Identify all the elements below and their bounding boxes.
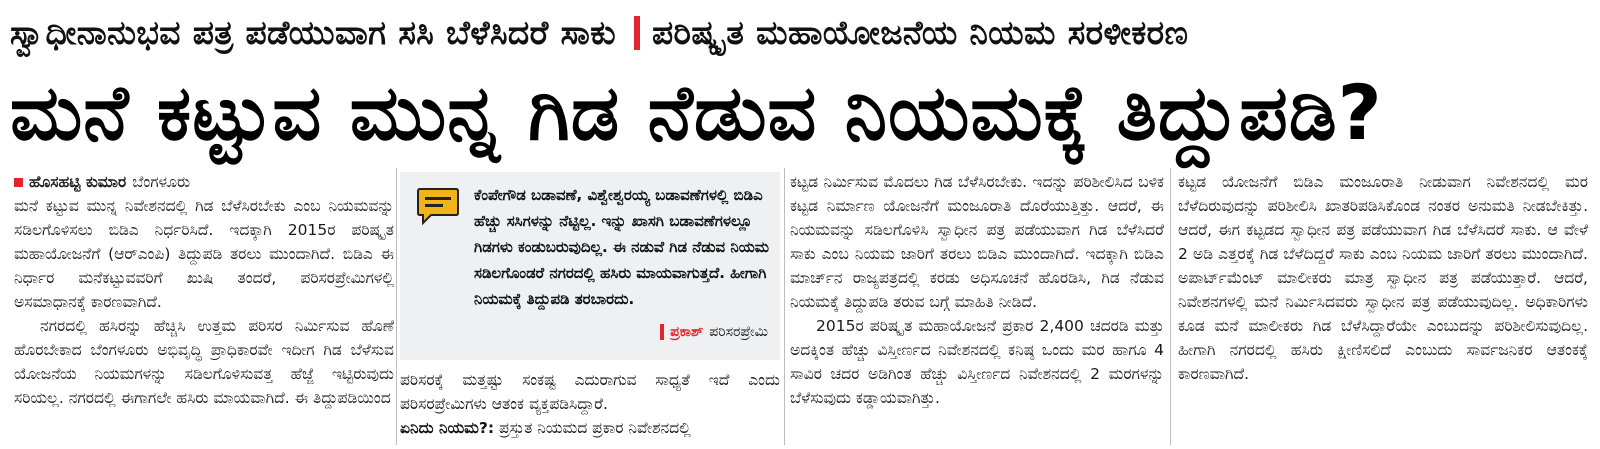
attribution-marker	[660, 324, 664, 340]
subheading-text: ಪ್ರಸ್ತುತ ನಿಯಮದ ಪ್ರಕಾರ ನಿವೇಶನದಲ್ಲಿ	[499, 419, 691, 437]
pull-quote-attribution	[660, 324, 768, 340]
column-divider	[784, 168, 785, 445]
paragraph: ಪರಿಸರಕ್ಕೆ ಮತ್ತಷ್ಟು ಸಂಕಷ್ಟ ಎದುರಾಗುವ ಸಾಧ್ಯತೆ ಇದೆ ಎಂದು ಪರಿಸರಪ್ರೇಮಿಗಳು ಆತಂಕ ವ್ಯಕ್ತಪಡಿಸಿದ್ದಾರೆ.	[400, 371, 780, 413]
subheading: ಏನಿದು ನಿಯಮ?:	[400, 419, 495, 437]
byline-marker	[14, 178, 23, 187]
article-column-4	[1178, 170, 1588, 445]
paragraph: ಮನೆ ಕಟ್ಟುವ ಮುನ್ನ ನಿವೇಶನದಲ್ಲಿ ಗಿಡ ಬೆಳೆಸಿರಬೇಕು ಎಂಬ ನಿಯಮವನ್ನು ಸಡಿಲಗೊಳಿಸಲು ಬಿಡಿಎ ನಿರ್ಧರಿಸಿದೆ. ಇದಕ್ಕಾಗಿ 2015ರ ಪರಿಷ್ಕೃತ ಮಹಾಯೋಜನೆಗೆ (ಆರ್‌ಎಂಪಿ) ತಿದ್ದುಪಡಿ ತರಲು ಮುಂದಾಗಿದೆ. ಬಿಡಿಎ ಈ ನಿರ್ಧಾರ ಮನೆಕಟ್ಟುವವರಿಗೆ ಖುಷಿ ತಂದರೆ, ಪರಿಸರಪ್ರೇಮಿಗಳಲ್ಲಿ ಅಸಮಾಧಾನಕ್ಕೆ ಕಾರಣವಾಗಿದೆ.	[14, 197, 394, 311]
quote-author: ಪ್ರಕಾಶ್	[670, 324, 704, 340]
column-divider	[1170, 168, 1171, 445]
column-divider	[396, 168, 397, 445]
paragraph: ಕಟ್ಟಡ ಯೋಜನೆಗೆ ಬಿಡಿಎ ಮಂಜೂರಾತಿ ನೀಡುವಾಗ ನಿವೇಶನದಲ್ಲಿ ಮರ ಬೆಳೆದಿರುವುದನ್ನು ಪರಿಶೀಲಿಸಿ ಖಾತರಿಪಡಿಸಿಕೊಂಡ ನಂತರ ಅನುಮತಿ ನೀಡಬೇಕಿತ್ತು. ಆದರೆ, ಈಗ ಕಟ್ಟಡದ ಸ್ವಾಧೀನ ಪತ್ರ ಪಡೆಯುವಾಗ ಗಿಡ ಬೆಳೆಸಿದರೆ ಸಾಕು. ಆ ವೇಳೆ 2 ಅಡಿ ಎತ್ತರಕ್ಕೆ ಗಿಡ ಬೆಳೆದಿದ್ದರೆ ಸಾಕು ಎಂಬ ನಿಯಮ ಜಾರಿಗೆ ತರಲು ಮುಂದಾಗಿದೆ. ಅಪಾರ್ಟ್‌ಮೆಂಟ್ ಮಾಲೀಕರು ಮಾತ್ರ ಸ್ವಾಧೀನ ಪತ್ರ ಪಡೆಯುತ್ತಾರೆ. ಆದರೆ, ನಿವೇಶನಗಳಲ್ಲಿ ಮನೆ ನಿರ್ಮಿಸಿದವರು ಸ್ವಾಧೀನ ಪತ್ರ ಪಡೆಯುವುದಿಲ್ಲ. ಅಧಿಕಾರಿಗಳು ಕೂಡ ಮನೆ ಮಾಲೀಕರು ಗಿಡ ಬೆಳೆಸಿದ್ದಾರೆಯೇ ಎಂಬುದನ್ನು ಪರಿಶೀಲಿಸುವುದಿಲ್ಲ. ಹೀಗಾಗಿ ನಗರದಲ್ಲಿ ಹಸಿರು ಕ್ಷೀಣಿಸಲಿದೆ ಎಂಬುದು ಸಾರ್ವಜನಿಕರ ಆತಂಕಕ್ಕೆ ಕಾರಣವಾಗಿದೆ.	[1178, 173, 1588, 383]
paragraph	[400, 416, 780, 440]
paragraph: ನಗರದಲ್ಲಿ ಹಸಿರನ್ನು ಹೆಚ್ಚಿಸಿ ಉತ್ತಮ ಪರಿಸರ ನಿರ್ಮಿಸುವ ಹೊಣೆ ಹೊರಬೇಕಾದ ಬೆಂಗಳೂರು ಅಭಿವೃದ್ಧಿ ಪ್ರಾಧಿಕಾರವೇ ಇದೀಗ ಗಿಡ ಬೆಳೆಸುವ ಯೋಜನೆಯ ನಿಯಮಗಳನ್ನು ಸಡಿಲಗೊಳಿಸುವತ್ತ ಹೆಜ್ಜೆ ಇಟ್ಟಿರುವುದು ಸರಿಯಲ್ಲ. ನಗರದಲ್ಲಿ ಈಗಾಗಲೇ ಹಸಿರು ಮಾಯವಾಗಿದೆ. ಈ ತಿದ್ದುಪಡಿಯಿಂದ	[14, 317, 394, 407]
quote-author-role: ಪರಿಸರಪ್ರೇಮಿ	[709, 324, 768, 340]
article-column-2	[400, 368, 780, 440]
byline-place: ಬೆಂಗಳೂರು	[132, 173, 191, 191]
byline	[14, 170, 394, 194]
paragraph: ಕಟ್ಟಡ ನಿರ್ಮಿಸುವ ಮೊದಲು ಗಿಡ ಬೆಳೆಸಿರಬೇಕು. ಇದನ್ನು ಪರಿಶೀಲಿಸಿದ ಬಳಿಕ ಕಟ್ಟಡ ನಿರ್ಮಾಣ ಯೋಜನೆಗೆ ಮಂಜೂರಾತಿ ದೊರೆಯುತ್ತಿತ್ತು. ಆದರೆ, ಈ ನಿಯಮವನ್ನು ಸಡಿಲಗೊಳಿಸಿ ಸ್ವಾಧೀನ ಪತ್ರ ಪಡೆಯುವಾಗ ಗಿಡ ಬೆಳೆಸಿದರೆ ಸಾಕು ಎಂಬ ನಿಯಮ ಜಾರಿಗೆ ತರಲು ಬಿಡಿಎ ಮುಂದಾಗಿದೆ. ಇದಕ್ಕಾಗಿ ಬಿಡಿಎ ಮಾರ್ಚ್‌ನ ರಾಜ್ಯಪತ್ರದಲ್ಲಿ ಕರಡು ಅಧಿಸೂಚನೆ ಹೊರಡಿಸಿ, ಗಿಡ ನೆಡುವ ನಿಯಮಕ್ಕೆ ತಿದ್ದುಪಡಿ ತರುವ ಬಗ್ಗೆ ಮಾಹಿತಿ ನೀಡಿದೆ.	[790, 173, 1164, 311]
article-column-3	[790, 170, 1164, 445]
kicker-left: ಸ್ವಾಧೀನಾನುಭವ ಪತ್ರ ಪಡೆಯುವಾಗ ಸಸಿ ಬೆಳೆಸಿದರೆ ಸಾಕು	[10, 13, 616, 52]
article-column-1	[14, 170, 394, 445]
byline-author: ಹೊಸಹಟ್ಟಿ ಕುಮಾರ	[29, 173, 127, 191]
speech-bubble-icon	[416, 186, 460, 226]
headline: ಮನೆ ಕಟ್ಟುವ ಮುನ್ನ ಗಿಡ ನೆಡುವ ನಿಯಮಕ್ಕೆ ತಿದ್ದುಪಡಿ?	[10, 67, 1383, 157]
paragraph: 2015ರ ಪರಿಷ್ಕೃತ ಮಹಾಯೋಜನೆ ಪ್ರಕಾರ 2,400 ಚದರಡಿ ಮತ್ತು ಅದಕ್ಕಿಂತ ಹೆಚ್ಚು ವಿಸ್ತೀರ್ಣದ ನಿವೇಶನದಲ್ಲಿ ಕನಿಷ್ಠ ಒಂದು ಮರ ಹಾಗೂ 4 ಸಾವಿರ ಚದರ ಅಡಿಗಿಂತ ಹೆಚ್ಚು ವಿಸ್ತೀರ್ಣದ ನಿವೇಶನದಲ್ಲಿ 2 ಮರಗಳನ್ನು ಬೆಳೆಸುವುದು ಕಡ್ಡಾಯವಾಗಿತ್ತು.	[790, 317, 1164, 407]
kicker-right: ಪರಿಷ್ಕೃತ ಮಹಾಯೋಜನೆಯ ನಿಯಮ ಸರಳೀಕರಣ	[651, 13, 1189, 52]
pull-quote-text: ಕೆಂಪೇಗೌಡ ಬಡಾವಣೆ, ವಿಶ್ವೇಶ್ವರಯ್ಯ ಬಡಾವಣೆಗಳಲ್ಲಿ ಬಿಡಿಎ ಹೆಚ್ಚು ಸಸಿಗಳನ್ನು ನೆಟ್ಟಿಲ್ಲ. ಇನ್ನು ಖಾಸಗಿ ಬಡಾವಣೆಗಳಲ್ಲೂ ಗಿಡಗಳು ಕಂಡುಬರುವುದಿಲ್ಲ. ಈ ನಡುವೆ ಗಿಡ ನೆಡುವ ನಿಯಮ ಸಡಿಲಗೊಂಡರೆ ನಗರದಲ್ಲಿ ಹಸಿರು ಮಾಯವಾಗುತ್ತದೆ. ಹೀಗಾಗಿ ನಿಯಮಕ್ಕೆ ತಿದ್ದುಪಡಿ ತರಬಾರದು.	[474, 186, 770, 308]
kicker-separator	[634, 16, 640, 50]
kicker-line	[10, 4, 1590, 62]
pull-quote-box	[400, 172, 780, 360]
